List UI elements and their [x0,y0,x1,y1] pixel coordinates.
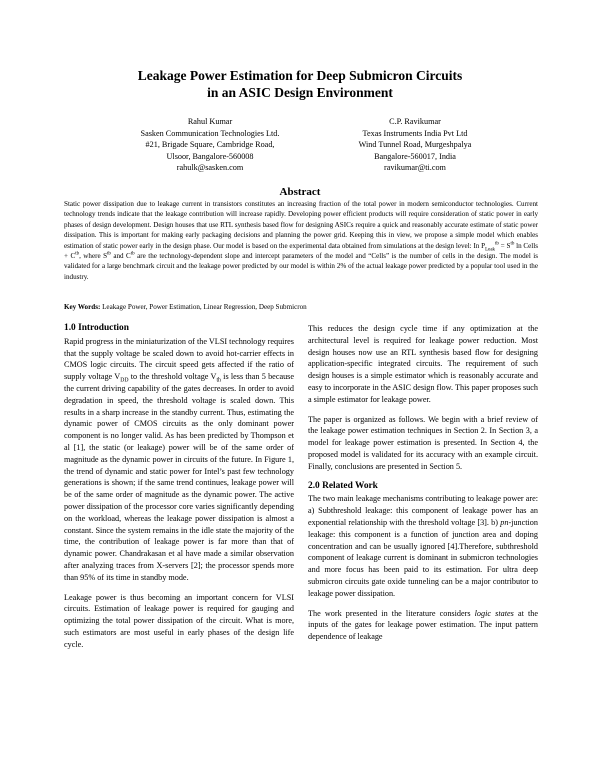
paper-title [0,67,600,101]
keywords-label: Key Words: [64,303,101,311]
author-name: Rahul Kumar [187,117,233,126]
author-org: Sasken Communication Technologies Ltd. [140,128,280,138]
left-column [64,323,294,659]
right-column [308,323,538,651]
keywords [64,302,538,312]
author-block-1 [100,116,320,174]
author-address-2: Ulsoor, Bangalore-560008 [166,151,254,161]
section-heading-related-work: 2.0 Related Work [308,480,378,491]
paragraph: The work presented in the literature considers logic states at the inputs of the gates for leakage power estimation. The input pattern dependence of leakage [308,608,538,642]
author-address-1: Wind Tunnel Road, Murgeshpalya [358,140,472,150]
title-line-2: in an ASIC Design Environment [207,85,393,100]
author-name: C.P. Ravikumar [389,117,441,126]
section-heading-introduction: 1.0 Introduction [64,323,129,333]
author-block-2 [305,116,525,174]
author-email: ravikumar@ti.com [384,163,446,173]
paragraph: The paper is organized as follows. We begin with a brief review of the leakage power estimation techniques in Section 2. In Section 3, a model for leakage power estimation is presented. In Section 4, the proposed model is validated for its accuracy with an example circuit. Finally, conclusions are presented in Section 5. [308,414,538,471]
keywords-text: Leakage Power, Power Estimation, Linear Regression, Deep Submicron [100,303,307,311]
author-email: rahulk@sasken.com [176,163,244,173]
paragraph: This reduces the design cycle time if any optimization at the architectural level is required for leakage power reduction. Most design houses now use an RTL synthesis based flow for designing application-specific integrated circuits. The requirement of such design houses is a simple estimator which is reasonably accurate and easy to incorporate in the ASIC design flow. This paper proposes such a simple estimator for leakage power. [308,324,538,404]
paragraph: Leakage power is thus becoming an important concern for VLSI circuits. Estimation of leakage power is required for gauging and optimizing the total power dissipation of the circuit. What is more, such estimators are most useful in early phases of the design life cycle. [64,592,294,649]
paragraph: The two main leakage mechanisms contributing to leakage power are: a) Subthreshold leakage: this component of leakage power has an exponential relationship with the threshold voltage [3]. b) pn-junction leakage: this component is a function of junction area and doping concentration and can be usually ignored [4].Therefore, subthreshold component of leakage current is dominant in submicron technologies and more focus has been paid to its estimation. For ultra deep submicron circuits gate oxide tunneling can be a major contributor to leakage power dissipation. [308,494,538,598]
title-line-1: Leakage Power Estimation for Deep Submicron Circuits [137,68,463,83]
abstract-text: Static power dissipation due to leakage current in transistors constitutes an increasing fraction of the total power in modern semiconductor technologies. Current technology trends indicate that the leakage contribution will increase rapidly. Developing power efficient products will require consideration of static power in early phases of design development. Design houses that use RTL synthesis based flow for designing ASICs require a quick and reasonably accurate estimate of static power dissipation. This is important for making early packaging decisions and planning the power grid. Keeping this in view, we propose a simple model which enables estimation of static power early in the design phase. Our model is based on the experimental data obtained from simulations at the design level: In $P_{Leak}^{tb} = S^{tb}$ ln Cells + $C^{tb}$, where $S^{tb}$ and $C^{tb}$ are the technology-dependent slope and intercept parameters of the model and “Cells” is the number of cells in the design. The model is validated for a large benchmark circuit and the leakage power predicted by our model is within 2% of the actual leakage power predicted by a popular tool used in the industry. [64,200,538,281]
author-org: Texas Instruments India Pvt Ltd [362,128,468,138]
author-address-2: Bangalore-560017, India [374,151,456,161]
author-address-1: #21, Brigade Square, Cambridge Road, [145,140,275,150]
paragraph: Rapid progress in the miniaturization of the VLSI technology requires that the supply voltage be scaled down to avoid hot-carrier effects in CMOS logic circuits. The circuit speed gets affected if the ratio of supply voltage $V_{DD}$ to the threshold voltage $V_{th}$ is less than 5 because the current driving capability of the gates decreases. In order to avoid degradation in speed, the threshold voltage is scaled down. This results in a sharp increase in the standby current. Thus, estimating the dynamic power of CMOS circuits as the only dominant power component is no longer valid. As has been predicted by Thompson et al [1], the static (or leakage) power will be of the same order of magnitude as the dynamic power in circuits of the future. In Figure 1, the trend of dynamic and static power for Intel’s past few technology generations is shown; if the same trend continues, leakage power will be of the same order of magnitude as the dynamic power. The active power dissipation of the processor core varies significantly depending on the workload, whereas the leakage power dissipation is almost a constant. Since the system remains in the idle state the majority of the time, the contribution of leakage power is far more than that of dynamic power. Chandrakasan et al have made a similar observation after analyzing traces from X-servers [2]; the processor spends more than 95% of its time in standby mode. [64,336,295,582]
abstract-heading: Abstract [279,186,321,198]
